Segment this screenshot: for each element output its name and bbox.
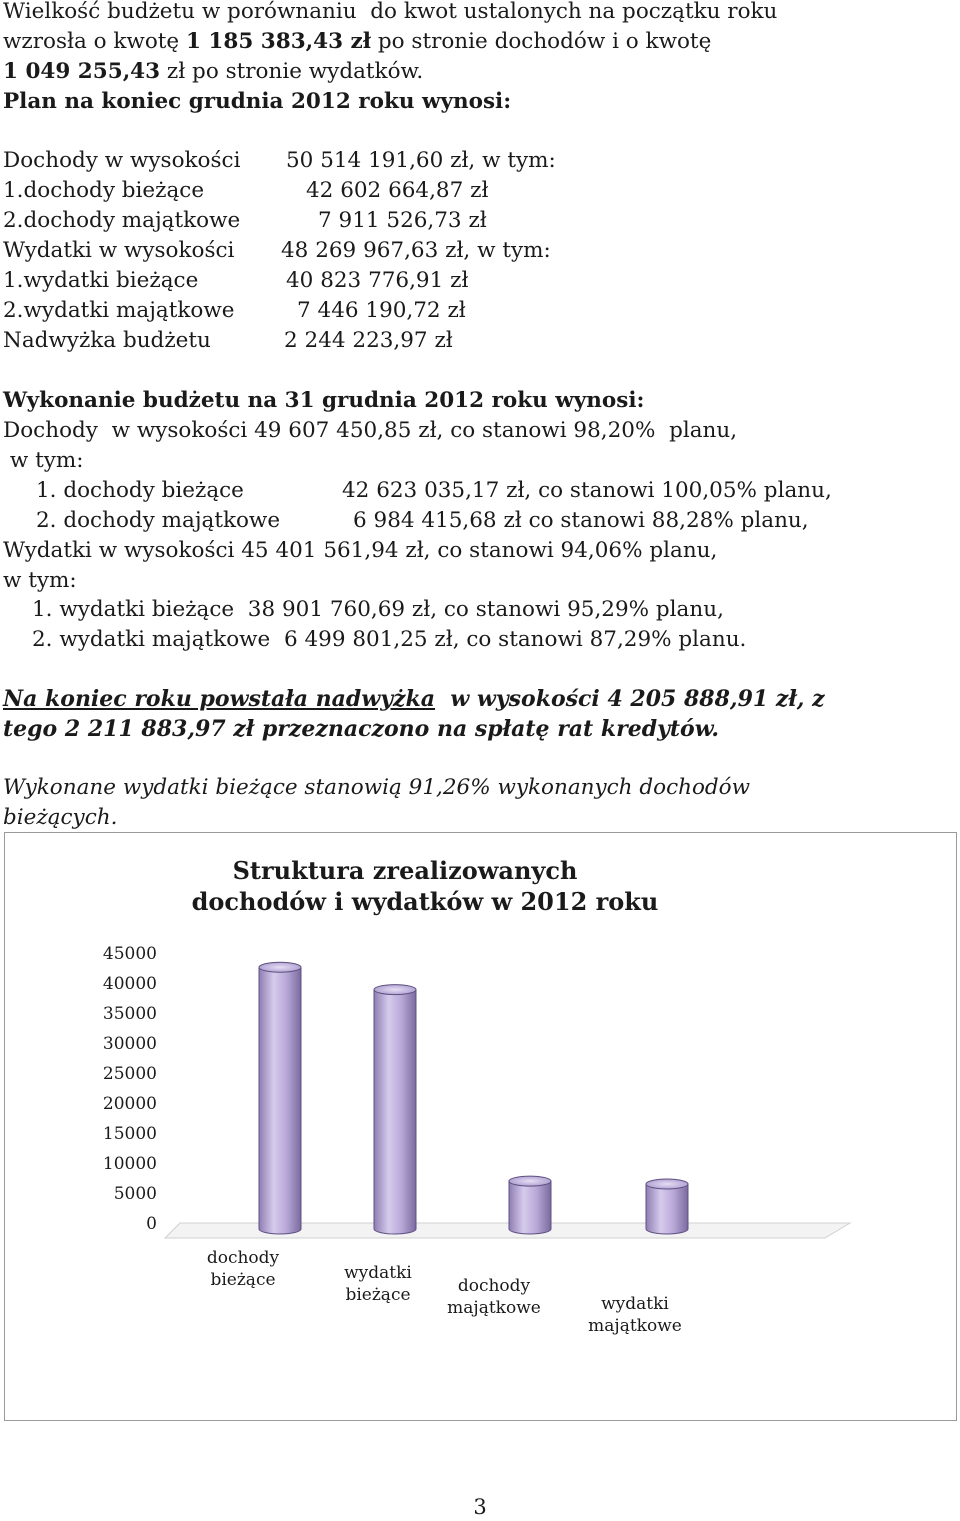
bar [259,962,301,1234]
note-line-2: bieżących. [3,805,118,830]
surplus-text: w wysokości 4 205 888,91 zł, z [435,686,825,712]
plan-value: 48 269 967,63 zł, w tym: [281,238,551,263]
intro-text: po stronie dochodów i o kwotę [371,29,712,54]
execution-income-current-value: 42 623 035,17 zł, co stanowi 100,05% planu, [342,478,832,503]
bar-top [374,985,416,995]
y-axis [103,944,157,1234]
chart-title-line-2: dochodów i wydatków w 2012 roku [191,887,659,916]
execution-expense-w-tym: w tym: [3,568,77,593]
bar-body [259,967,301,1234]
y-tick-label: 35000 [102,1004,157,1024]
execution-income-property-value: 6 984 415,68 zł co stanowi 88,28% planu, [353,508,809,533]
bar-body [509,1181,551,1234]
execution-income-total: Dochody w wysokości 49 607 450,85 zł, co stanowi 98,20% planu, [3,418,738,443]
bar-chart [5,833,956,1420]
y-tick-label: 40000 [102,974,157,994]
y-tick-label: 0 [146,1214,157,1234]
chart-frame [4,832,957,1421]
x-tick-label: dochody [206,1248,280,1268]
execution-expense-total: Wydatki w wysokości 45 401 561,94 zł, co stanowi 94,06% planu, [3,538,718,563]
plan-value: 7 446 190,72 zł [297,298,466,323]
x-tick-label: wydatki [601,1294,669,1314]
plan-label: 1.dochody bieżące [3,178,205,203]
chart-title-line-1: Struktura zrealizowanych [232,856,578,885]
plan-label: Wydatki w wysokości [3,238,235,263]
intro-line-3 [3,57,423,87]
execution-income-property-label: 2. dochody majątkowe [36,508,281,533]
plan-value: 2 244 223,97 zł [284,328,453,353]
y-tick-label: 25000 [102,1064,157,1084]
page-number: 3 [473,1495,487,1519]
intro-text: wzrosła o kwotę [3,29,186,54]
plan-value: 40 823 776,91 zł [286,268,469,293]
plan-label: Nadwyżka budżetu [3,328,211,353]
income-increase-amount: 1 185 383,43 zł [185,29,372,54]
bars [259,962,688,1234]
bar-body [374,990,416,1234]
intro-line-2 [3,27,711,57]
bar-top [259,962,301,972]
y-tick-label: 15000 [102,1124,157,1144]
expense-increase-amount: 1 049 255,43 [3,59,161,84]
plan-heading: Plan na koniec grudnia 2012 roku wynosi: [3,89,512,114]
x-tick-label: majątkowe [588,1316,682,1336]
bar-top [509,1176,551,1186]
execution-heading: Wykonanie budżetu na 31 grudnia 2012 roku wynosi: [3,388,645,413]
y-tick-label: 10000 [102,1154,157,1174]
note-line-1: Wykonane wydatki bieżące stanowią 91,26% wykonanych dochodów [3,775,751,800]
surplus-line-1 [3,684,825,714]
surplus-underlined-text: Na koniec roku powstała nadwyżka [3,686,436,712]
plan-label: Dochody w wysokości [3,148,241,173]
y-tick-label: 30000 [102,1034,157,1054]
y-tick-label: 20000 [102,1094,157,1114]
x-tick-label: dochody [457,1276,531,1296]
plan-label: 2.wydatki majątkowe [3,298,235,323]
plan-value: 7 911 526,73 zł [318,208,487,233]
execution-income-w-tym: w tym: [3,448,84,473]
x-tick-label: bieżące [345,1285,411,1305]
intro-text: zł po stronie wydatków. [160,59,424,84]
execution-income-current-label: 1. dochody bieżące [36,478,244,503]
bar-body [646,1184,688,1234]
x-tick-label: wydatki [344,1263,412,1283]
x-axis [207,1248,682,1336]
plan-label: 2.dochody majątkowe [3,208,241,233]
y-tick-label: 45000 [102,944,157,964]
x-tick-label: majątkowe [447,1298,541,1318]
bar-top [646,1179,688,1189]
execution-expense-current: 1. wydatki bieżące 38 901 760,69 zł, co stanowi 95,29% planu, [32,597,724,622]
execution-expense-property: 2. wydatki majątkowe 6 499 801,25 zł, co stanowi 87,29% planu. [32,627,747,652]
y-tick-label: 5000 [113,1184,157,1204]
bar [646,1179,688,1234]
plan-value: 42 602 664,87 zł [306,178,489,203]
plan-value: 50 514 191,60 zł, w tym: [286,148,556,173]
surplus-line-2: tego 2 211 883,97 zł przeznaczono na spłatę rat kredytów. [3,716,720,742]
bar [374,985,416,1234]
plan-label: 1.wydatki bieżące [3,268,199,293]
intro-line-1: Wielkość budżetu w porównaniu do kwot ustalonych na początku roku [3,0,778,24]
bar [509,1176,551,1234]
x-tick-label: bieżące [210,1270,276,1290]
